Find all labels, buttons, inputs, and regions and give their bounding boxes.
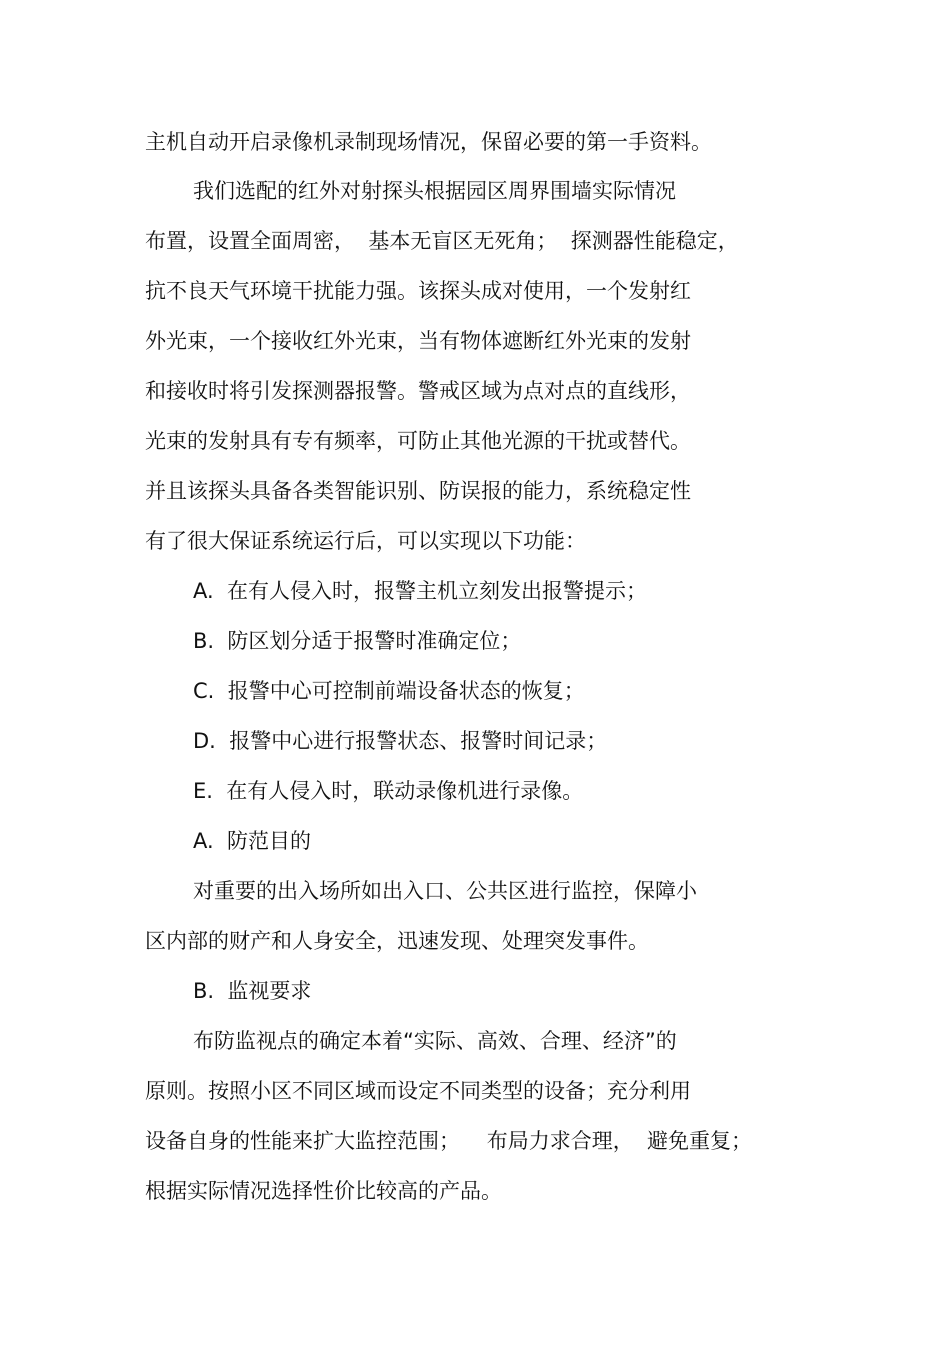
paragraph-line: 光束的发射具有专有频率，可防止其他光源的干扰或替代。 [145, 429, 691, 453]
paragraph-line: 布置，设置全面周密， 基本无盲区无死角； 探测器性能稳定， [145, 229, 739, 253]
list-item: A. 在有人侵入时，报警主机立刻发出报警提示； [193, 579, 648, 603]
paragraph-line: 抗不良天气环境干扰能力强。该探头成对使用，一个发射红 [145, 279, 691, 303]
paragraph-line: 区内部的财产和人身安全，迅速发现、处理突发事件。 [145, 929, 649, 953]
section-heading: B. 监视要求 [193, 979, 312, 1003]
paragraph-line: 并且该探头具备各类智能识别、防误报的能力，系统稳定性 [145, 479, 691, 503]
paragraph-line: 和接收时将引发探测器报警。警戒区域为点对点的直线形， [145, 379, 691, 403]
paragraph-line: 外光束，一个接收红外光束，当有物体遮断红外光束的发射 [145, 329, 691, 353]
list-item: E. 在有人侵入时，联动录像机进行录像。 [193, 779, 584, 803]
paragraph-line: 有了很大保证系统运行后，可以实现以下功能： [145, 529, 586, 553]
paragraph-line: 布防监视点的确定本着“实际、高效、合理、经济”的 [193, 1029, 677, 1053]
section-heading: A. 防范目的 [193, 829, 312, 853]
paragraph-line: 设备自身的性能来扩大监控范围； 布局力求合理， 避免重复； [145, 1129, 753, 1153]
paragraph-line: 我们选配的红外对射探头根据园区周界围墙实际情况 [193, 179, 676, 203]
list-item: B. 防区划分适于报警时准确定位； [193, 629, 522, 653]
list-item: C. 报警中心可控制前端设备状态的恢复； [193, 679, 585, 703]
paragraph-line: 主机自动开启录像机录制现场情况，保留必要的第一手资料。 [145, 130, 712, 154]
paragraph-line: 根据实际情况选择性价比较高的产品。 [145, 1179, 502, 1203]
paragraph-line: 原则。按照小区不同区域而设定不同类型的设备；充分利用 [145, 1079, 691, 1103]
paragraph-line: 对重要的出入场所如出入口、公共区进行监控，保障小 [193, 879, 697, 903]
list-item: D. 报警中心进行报警状态、报警时间记录； [193, 729, 608, 753]
